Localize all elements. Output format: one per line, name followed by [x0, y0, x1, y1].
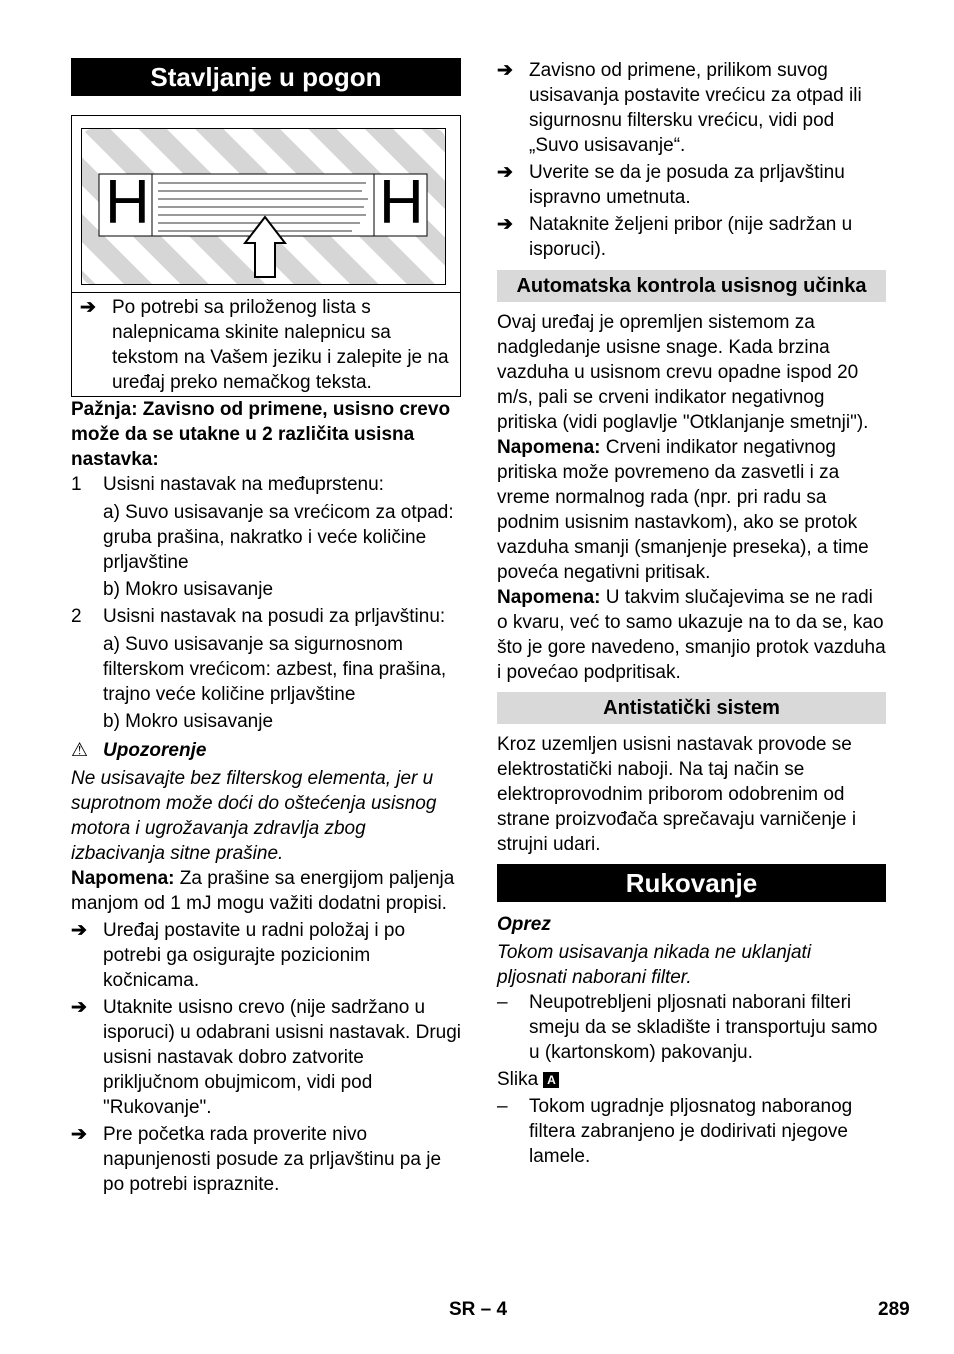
warning-text: Ne usisavajte bez filterskog elementa, jer u suprotnom može doći do oštećenja usisnog motora i ugrožavanja zdravlja zbog izbacivanja sitne prašine. — [71, 768, 437, 864]
list-sub-item: b) Mokro usisavanje — [103, 711, 274, 732]
list-item-1 — [71, 472, 461, 497]
warning-triangle-icon: ⚠ — [71, 740, 89, 761]
figure-a-badge-icon: A — [543, 1072, 559, 1088]
section-heading-antistaticki: Antistatički sistem — [497, 692, 886, 724]
list-number: 2 — [71, 606, 82, 627]
note-paragraph — [497, 585, 886, 685]
list-item-text: Usisni nastavak na međuprstenu: — [103, 474, 384, 495]
step-item — [71, 918, 461, 993]
dash-text: Neupotrebljeni pljosnati naborani filteri smeju da se skladište i transportuju samo u (kartonskom) pakovanju. — [529, 992, 878, 1063]
arrow-right-icon: ➔ — [497, 60, 513, 81]
arrow-right-icon: ➔ — [71, 1124, 87, 1145]
figure-caption-text: Po potrebi sa priloženog lista s nalepnicama skinite nalepnicu sa tekstom na Vašem jeziku i zalepite je na uređaj preko nemačkog teksta. — [112, 297, 449, 393]
step-item — [71, 1122, 461, 1197]
dash-text: Tokom ugradnje pljosnatog naboranog filtera zabranjeno je dodirivati njegove lamele. — [529, 1096, 853, 1167]
step-text: Uverite se da je posuda za prljavštinu ispravno umetnuta. — [529, 162, 845, 208]
note-text: U takvim slučajevima se ne radi o kvaru, već to samo ukazuje na to da se, kao što je gore navedeno, smanjio protok vazduha i povećao podpritisak. — [497, 587, 886, 683]
sticker-figure — [71, 115, 461, 397]
list-item-2 — [71, 604, 461, 629]
warning-title: Upozorenje — [103, 740, 207, 761]
sticker-letter-left: H — [105, 168, 150, 237]
step-text: Utaknite usisno crevo (nije sadržano u isporuci) u odabrani usisni nastavak. Drugi usisni nastavak dobro zatvorite priključnom obujmicom, vidi pod "Rukovanje". — [103, 997, 462, 1118]
section-heading-rukovanje: Rukovanje — [497, 864, 886, 902]
slika-line — [497, 1067, 886, 1092]
sticker-letter-right: H — [379, 168, 424, 237]
step-item — [497, 58, 886, 158]
footer-section-label: SR – 4 — [449, 1299, 508, 1320]
note-paragraph — [497, 435, 886, 585]
list-sub-item: a) Suvo usisavanje sa sigurnosnom filterskom vrećicom: azbest, fina prašina, trajno veće količine prljavštine — [103, 634, 447, 705]
left-column — [71, 58, 461, 1197]
sticker-illustration — [81, 128, 446, 285]
step-text: Zavisno od primene, prilikom suvog usisavanja postavite vrećicu za otpad ili sigurnosnu filtersku vrećicu, vidi pod „Suvo usisavanje“. — [529, 60, 862, 156]
note-paragraph — [71, 866, 461, 916]
note-text: Za prašine sa energijom paljenja manjom od 1 mJ mogu važiti dodatni propisi. — [71, 868, 455, 914]
list-item-text: Usisni nastavak na posudi za prljavštinu: — [103, 606, 446, 627]
section-heading-automatska: Automatska kontrola usisnog učinka — [497, 270, 886, 302]
list-number: 1 — [71, 474, 82, 495]
arrow-right-icon: ➔ — [497, 214, 513, 235]
attention-text: Pažnja: Zavisno od primene, usisno crevo može da se utakne u 2 različita usisna nastavka: — [71, 399, 451, 470]
dash-bullet: – — [497, 992, 508, 1013]
arrow-right-icon: ➔ — [80, 297, 96, 318]
caution-text: Tokom usisavanja nikada ne uklanjati pljosnati naborani filter. — [497, 942, 812, 988]
note-text: Crveni indikator negativnog pritiska može povremeno da zasvetli i za vreme normalnog rada (npr. pri radu sa podnim usisnim nastavkom), ako se protok vazduha smanji (smanjenje preseka), a time poveća negativni pritisak. — [497, 437, 869, 583]
arrow-right-icon: ➔ — [71, 997, 87, 1018]
note-label: Napomena: — [71, 868, 175, 889]
note-label: Napomena: — [497, 587, 601, 608]
list-sub-item: a) Suvo usisavanje sa vrećicom za otpad: gruba prašina, nakratko i veće količine prljavštine — [103, 502, 454, 573]
footer-page-number: 289 — [878, 1299, 910, 1320]
step-item — [497, 212, 886, 262]
step-text: Nataknite željeni pribor (nije sadržan u isporuci). — [529, 214, 853, 260]
warning-heading — [71, 738, 461, 763]
caution-title: Oprez — [497, 914, 551, 935]
dash-bullet: – — [497, 1096, 508, 1117]
step-item — [71, 995, 461, 1120]
step-item — [497, 160, 886, 210]
figure-caption — [72, 292, 460, 395]
antistatic-text: Kroz uzemljen usisni nastavak provode se elektrostatički naboji. Na taj način se elektroprovodnim priborom odobrenim od strane proizvođača sprečavaju varničenje i strujni udari. — [497, 734, 857, 855]
slika-label: Slika — [497, 1069, 539, 1090]
note-label: Napomena: — [497, 437, 601, 458]
right-column — [497, 58, 886, 1169]
list-sub-item: b) Mokro usisavanje — [103, 579, 274, 600]
dash-item — [497, 990, 886, 1065]
auto-text: Ovaj uređaj je opremljen sistemom za nadgledanje usisne snage. Kada brzina vazduha u usisnom crevu opadne ispod 20 m/s, pali se crveni indikator negativnog pritiska (vidi poglavlje "Otklanjanje smetnji"). — [497, 312, 869, 433]
arrow-right-icon: ➔ — [497, 162, 513, 183]
dash-item — [497, 1094, 886, 1169]
step-text: Pre početka rada proverite nivo napunjenosti posude za prljavštinu pa je po potrebi ispraznite. — [103, 1124, 442, 1195]
step-text: Uređaj postavite u radni položaj i po potrebi ga osigurajte pozicionim kočnicama. — [103, 920, 406, 991]
arrow-right-icon: ➔ — [71, 920, 87, 941]
section-heading-stavljanje: Stavljanje u pogon — [71, 58, 461, 96]
